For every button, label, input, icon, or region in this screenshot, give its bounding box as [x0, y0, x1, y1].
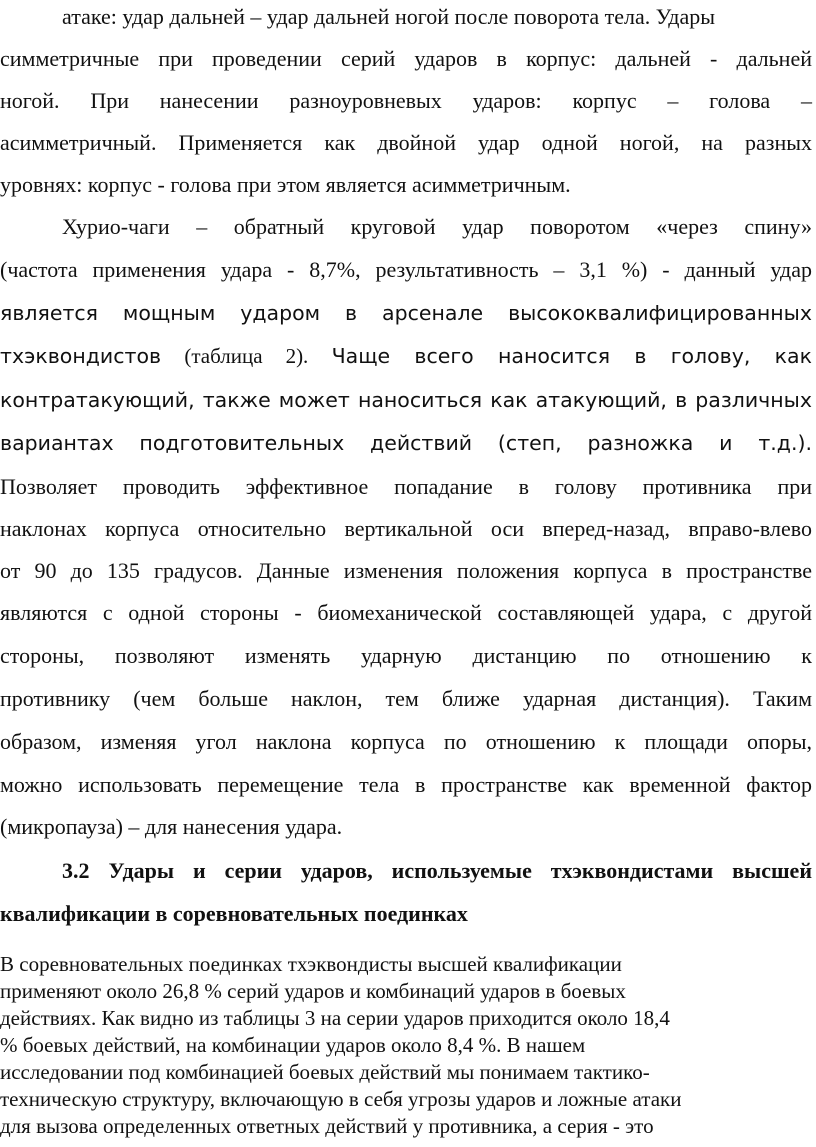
text-line: вариантах подготовительных действий (степ, разножка и т.д.). — [0, 431, 812, 455]
text-line: техническую структуру, включающую в себя угрозы ударов и ложные атаки — [0, 1087, 682, 1111]
text-line: Хурио-чаги – обратный круговой удар поворотом «через спину» — [62, 214, 812, 239]
heading-line: квалификации в соревновательных поединках — [0, 901, 468, 926]
text-line: является мощным ударом в арсенале высококвалифицированных — [0, 301, 812, 325]
heading-line: 3.2 Удары и серии ударов, используемые тхэквондистами высшей — [62, 858, 812, 883]
text-span: Чаще всего наносится в голову, как — [331, 344, 813, 368]
text-line: Позволяет проводить эффективное попадание в голову противника при — [0, 474, 812, 499]
text-line: от 90 до 135 градусов. Данные изменения положения корпуса в пространстве — [0, 558, 812, 583]
text-line: образом, изменяя угол наклона корпуса по отношению к площади опоры, — [0, 729, 812, 754]
text-line: В соревновательных поединках тхэквондисты высшей квалификации — [0, 952, 622, 976]
table-reference: (таблица 2). — [184, 344, 309, 368]
text-line: (микропауза) – для нанесения удара. — [0, 814, 343, 839]
text-line: симметричные при проведении серий ударов в корпус: дальней - дальней — [0, 46, 812, 71]
text-line: асимметричный. Применяется как двойной удар одной ногой, на разных — [0, 130, 812, 155]
text-line: контратакующий, также может наноситься как атакующий, в различных — [0, 388, 812, 412]
text-line: атаке: удар дальней – удар дальней ногой после поворота тела. Удары — [62, 4, 716, 29]
text-line: % боевых действий, на комбинации ударов около 8,4 %. В нашем — [0, 1033, 586, 1057]
text-line: являются с одной стороны - биомеханической составляющей удара, с другой — [0, 600, 812, 625]
text-line: для вызова определенных ответных действий у противника, а серия - это — [0, 1114, 654, 1138]
text-line: наклонах корпуса относительно вертикальной оси вперед-назад, вправо-влево — [0, 516, 812, 541]
text-line: стороны, позволяют изменять ударную дистанцию по отношению к — [0, 643, 812, 668]
text-span: тхэквондистов — [0, 344, 162, 368]
text-line: применяют около 26,8 % серий ударов и комбинаций ударов в боевых — [0, 979, 626, 1003]
text-line-mixed — [0, 341, 812, 371]
text-line: можно использовать перемещение тела в пространстве как временной фактор — [0, 772, 812, 797]
text-line: действиях. Как видно из таблицы 3 на серии ударов приходится около 18,4 — [0, 1006, 670, 1030]
text-line: уровнях: корпус - голова при этом является асимметричным. — [0, 172, 571, 197]
text-line: ногой. При нанесении разноуровневых ударов: корпус – голова – — [0, 88, 812, 113]
text-line: противнику (чем больше наклон, тем ближе ударная дистанция). Таким — [0, 686, 812, 711]
text-line: исследовании под комбинацией боевых действий мы понимаем тактико- — [0, 1060, 650, 1084]
text-line: (частота применения удара - 8,7%, результативность – 3,1 %) - данный удар — [0, 257, 812, 282]
